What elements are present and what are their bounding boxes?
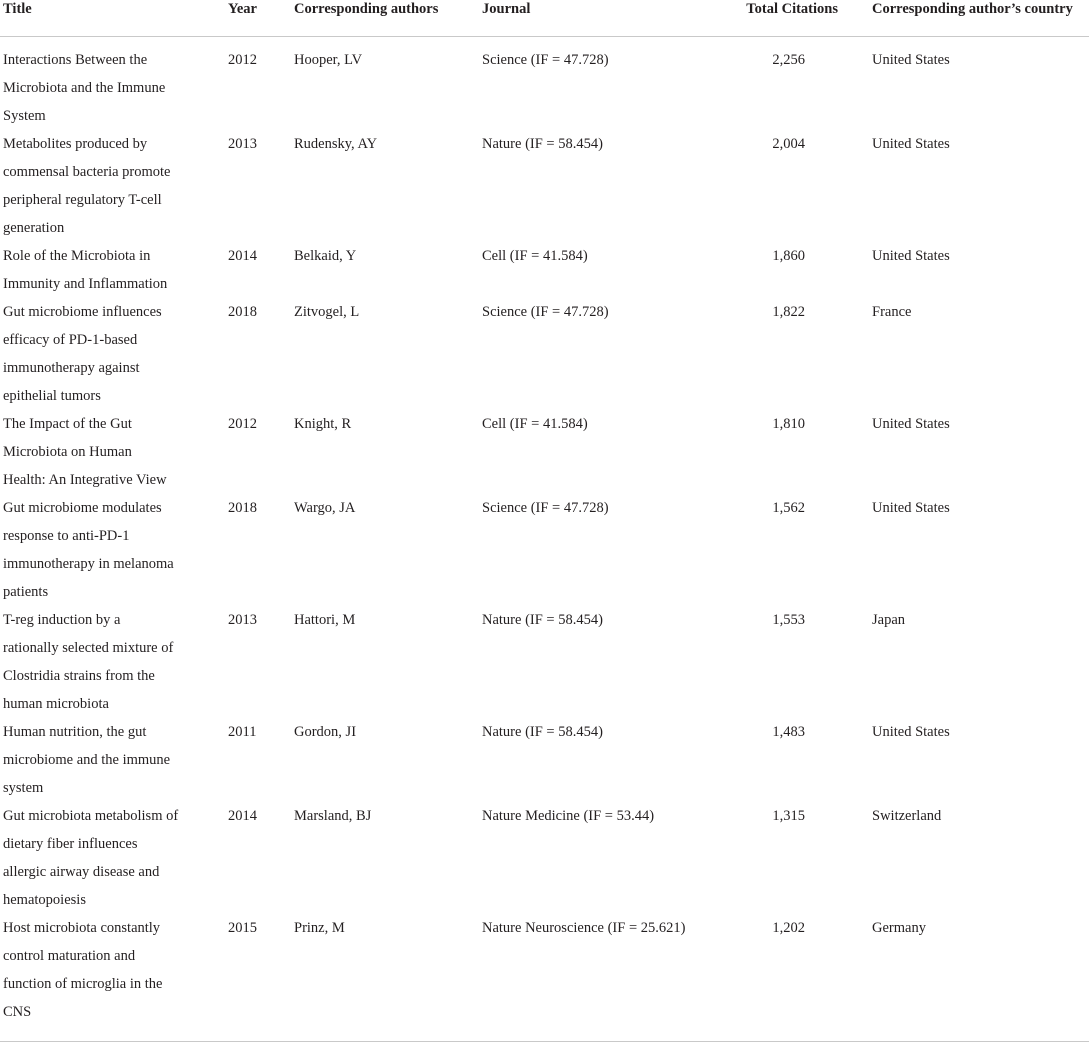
journal-cell: Nature Medicine (IF = 53.44): [482, 808, 655, 824]
title-line: response to anti-PD-1: [3, 528, 130, 544]
title-line: Clostridia strains from the: [3, 668, 155, 684]
title-line: immunotherapy against: [3, 360, 140, 376]
year-cell: 2012: [228, 52, 257, 68]
country-cell: Switzerland: [872, 808, 942, 824]
header-title: Title: [3, 1, 32, 17]
authors-cell: Hooper, LV: [294, 52, 363, 68]
journal-cell: Cell (IF = 41.584): [482, 416, 588, 432]
title-line: efficacy of PD-1-based: [3, 332, 138, 348]
journal-cell: Nature (IF = 58.454): [482, 612, 603, 628]
table-row: [0, 494, 1089, 606]
title-cell: [3, 494, 208, 606]
country-cell: United States: [872, 248, 950, 264]
title-line: peripheral regulatory T-cell: [3, 192, 162, 208]
table-row: [0, 914, 1089, 1026]
year-cell: 2011: [228, 724, 257, 740]
year-cell: 2018: [228, 304, 257, 320]
title-line: dietary fiber influences: [3, 836, 138, 852]
citations-cell: 1,810: [772, 416, 805, 432]
title-line: CNS: [3, 1004, 32, 1020]
citations-cell: 2,256: [772, 52, 805, 68]
table-row: [0, 802, 1089, 914]
title-line: Microbiota on Human: [3, 444, 132, 460]
title-line: Metabolites produced by: [3, 136, 148, 152]
country-cell: France: [872, 304, 912, 320]
citations-cell: 1,315: [772, 808, 805, 824]
title-line: allergic airway disease and: [3, 864, 160, 880]
header-authors: Corresponding authors: [294, 1, 439, 17]
citations-cell: 1,860: [772, 248, 805, 264]
year-cell: 2013: [228, 136, 257, 152]
table-row: [0, 606, 1089, 718]
title-cell: [3, 606, 208, 718]
title-cell: [3, 410, 208, 494]
journal-cell: Nature Neuroscience (IF = 25.621): [482, 920, 686, 936]
authors-cell: Zitvogel, L: [294, 304, 360, 320]
title-line: epithelial tumors: [3, 388, 101, 404]
table-row: [0, 242, 1089, 298]
title-line: Human nutrition, the gut: [3, 724, 147, 740]
country-cell: Japan: [872, 612, 906, 628]
citations-cell: 1,202: [772, 920, 805, 936]
table-row: [0, 410, 1089, 494]
authors-cell: Knight, R: [294, 416, 352, 432]
title-line: generation: [3, 220, 65, 236]
citations-cell: 2,004: [772, 136, 805, 152]
title-cell: [3, 46, 208, 130]
year-cell: 2013: [228, 612, 257, 628]
header-citations: Total Citations: [746, 1, 838, 17]
header-journal: Journal: [482, 1, 531, 17]
title-line: human microbiota: [3, 696, 109, 712]
title-cell: [3, 802, 208, 914]
country-cell: Germany: [872, 920, 926, 936]
journal-cell: Nature (IF = 58.454): [482, 136, 603, 152]
title-line: control maturation and: [3, 948, 136, 964]
authors-cell: Hattori, M: [294, 612, 356, 628]
journal-cell: Cell (IF = 41.584): [482, 248, 588, 264]
table-row: [0, 718, 1089, 802]
title-line: Host microbiota constantly: [3, 920, 161, 936]
country-cell: United States: [872, 724, 950, 740]
country-cell: United States: [872, 52, 950, 68]
title-line: microbiome and the immune: [3, 752, 171, 768]
table-bottom-rule: [0, 1041, 1089, 1042]
year-cell: 2012: [228, 416, 257, 432]
title-line: The Impact of the Gut: [3, 416, 132, 432]
authors-cell: Wargo, JA: [294, 500, 356, 516]
citations-cell: 1,822: [772, 304, 805, 320]
journal-cell: Science (IF = 47.728): [482, 500, 609, 516]
title-cell: [3, 298, 208, 410]
title-line: Microbiota and the Immune: [3, 80, 166, 96]
country-cell: United States: [872, 500, 950, 516]
title-cell: [3, 718, 208, 802]
journal-cell: Nature (IF = 58.454): [482, 724, 603, 740]
title-line: Health: An Integrative View: [3, 472, 167, 488]
citations-cell: 1,553: [772, 612, 805, 628]
title-line: System: [3, 108, 46, 124]
title-line: function of microglia in the: [3, 976, 163, 992]
title-line: Interactions Between the: [3, 52, 148, 68]
table-row: [0, 298, 1089, 410]
title-cell: [3, 242, 208, 298]
title-line: hematopoiesis: [3, 892, 86, 908]
title-line: Gut microbiome influences: [3, 304, 162, 320]
title-line: system: [3, 780, 44, 796]
title-line: immunotherapy in melanoma: [3, 556, 174, 572]
citations-cell: 1,562: [772, 500, 805, 516]
year-cell: 2014: [228, 808, 257, 824]
header-year: Year: [228, 1, 257, 17]
title-line: Role of the Microbiota in: [3, 248, 151, 264]
title-line: commensal bacteria promote: [3, 164, 171, 180]
table-header: [0, 0, 1089, 37]
year-cell: 2018: [228, 500, 257, 516]
authors-cell: Gordon, JI: [294, 724, 357, 740]
year-cell: 2015: [228, 920, 257, 936]
title-line: Immunity and Inflammation: [3, 276, 168, 292]
year-cell: 2014: [228, 248, 257, 264]
authors-cell: Rudensky, AY: [294, 136, 378, 152]
title-line: Gut microbiota metabolism of: [3, 808, 179, 824]
table-row: [0, 130, 1089, 242]
header-country: Corresponding author’s country: [872, 1, 1073, 17]
title-cell: [3, 130, 208, 242]
table-row: [0, 46, 1089, 130]
title-line: Gut microbiome modulates: [3, 500, 162, 516]
authors-cell: Prinz, M: [294, 920, 345, 936]
country-cell: United States: [872, 416, 950, 432]
title-line: rationally selected mixture of: [3, 640, 174, 656]
title-line: T-reg induction by a: [3, 612, 121, 628]
title-cell: [3, 914, 208, 1026]
journal-cell: Science (IF = 47.728): [482, 52, 609, 68]
authors-cell: Belkaid, Y: [294, 248, 357, 264]
citations-cell: 1,483: [772, 724, 805, 740]
table-body: [0, 46, 1089, 1026]
authors-cell: Marsland, BJ: [294, 808, 372, 824]
journal-cell: Science (IF = 47.728): [482, 304, 609, 320]
country-cell: United States: [872, 136, 950, 152]
title-line: patients: [3, 584, 49, 600]
